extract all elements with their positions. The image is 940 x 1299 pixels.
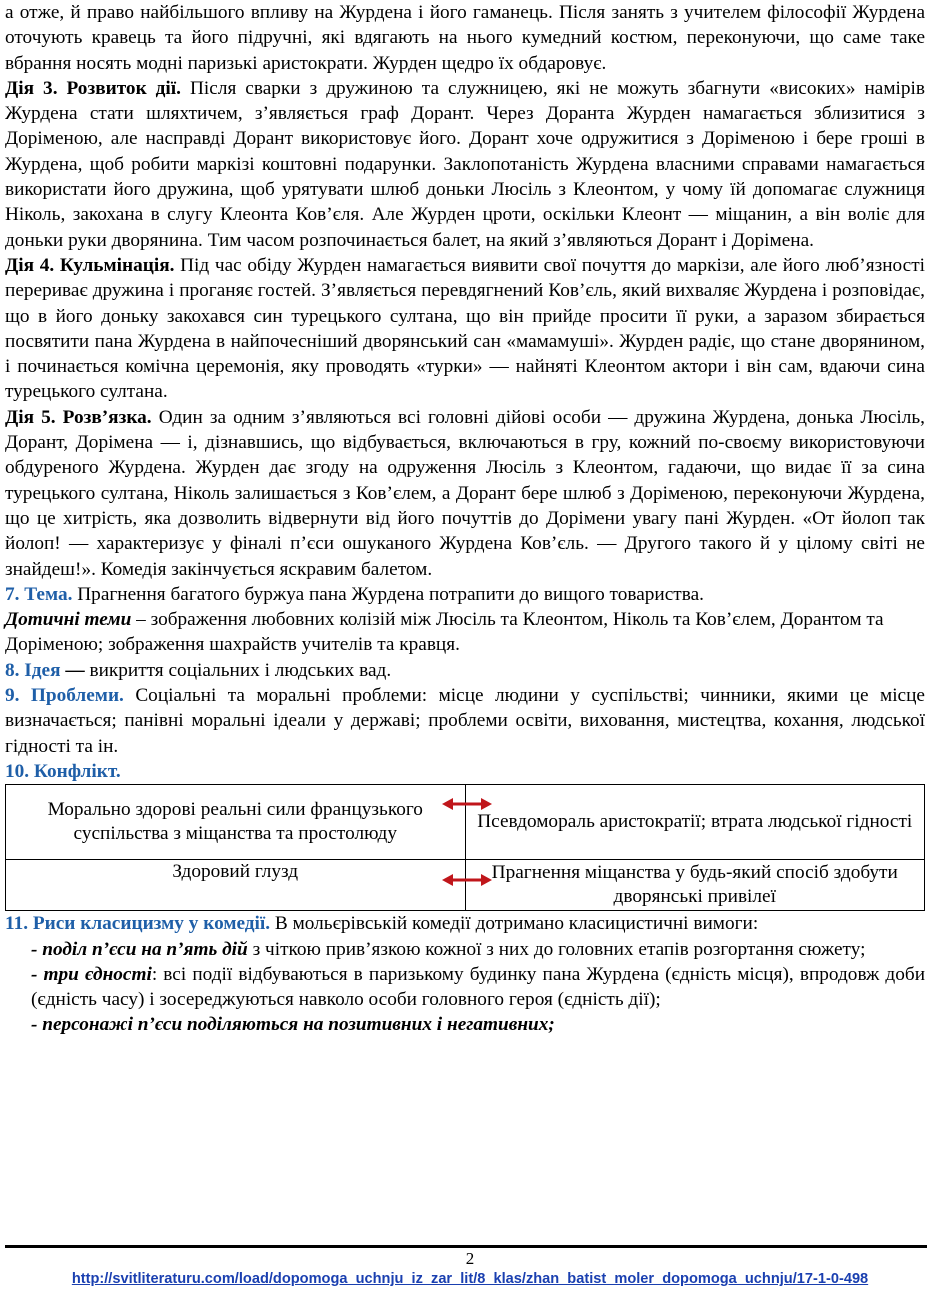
classicism-heading: 11. Риси класицизму у комедії. [5, 913, 271, 935]
conflict-left-cell: Здоровий глузд [6, 860, 466, 911]
paragraph-problems [5, 683, 925, 759]
idea-dash: — [60, 659, 85, 681]
theme-text: Прагнення багатого буржуа пана Журдена потрапити до вищого товариства. [72, 583, 704, 605]
idea-heading: 8. Ідея [5, 659, 61, 681]
paragraph-act4 [5, 253, 925, 405]
classicism-text: В мольєрівській комедії дотримано класицистичні вимоги: [270, 913, 759, 935]
paragraph-intro: а отже, й право найбільшого впливу на Журдена і його гаманець. Після занять з учителем філософії Журдена оточують кравець та його підручні, які вдягають на нього кумедний костюм, переконуючи, що саме таке вбрання носять модні паризькі аристократи. Журден щедро їх обдаровує. [5, 2, 925, 74]
conflict-right-cell: Псевдомораль аристократії; втрата людської гідності [465, 785, 925, 860]
related-heading: Дотичні теми [5, 609, 132, 631]
problems-heading: 9. Проблеми. [5, 685, 124, 707]
double-arrow-icon [442, 872, 492, 888]
double-arrow-icon [442, 796, 492, 812]
paragraph-idea [5, 658, 925, 683]
act4-text: Під час обіду Журден намагається виявити свої почуття до маркізи, але його люб’язності перериває дружина і проганяє гостей. З’являється перевдягнений Ков’єль, який вихваляє Журдена і розповідає, що в його доньку закохався син турецького султана, що він прийде просити її руки, а заразом збирається посвятити пана Журдена в найпочесніший дворянський сан «мамамуші». Журден радіє, що стане дворянином, і починається комічна церемонія, яку проводять «турки» — найняті Клеонтом актори і він сам, вдаючи сина турецького султана. [5, 254, 925, 403]
conflict-right-cell: Прагнення міщанства у будь-який спосіб здобути дворянські привілеї [465, 860, 925, 911]
act3-heading: Дія 3. Розвиток дії. [5, 77, 181, 99]
page-number: 2 [465, 1249, 475, 1268]
act4-heading: Дія 4. Кульмінація. [5, 254, 175, 276]
paragraph-classicism [5, 911, 925, 936]
act3-text: Після сварки з дружиною та служницею, які не можуть збагнути «високих» намірів Журдена стати шляхтичем, з’являється граф Дорант. Через Доранта Журден намагається зблизитися з Доріменою, але насправді Дорант використовує його. Дорант хоче одружитися з Доріменою і бере гроші в Журдена, щоб робити маркізі коштовні подарунки. Заклопотаність Журдена власними справами намагається використати його дружина, щоб урятувати шлюб доньки Люсіль з Клеонтом, у чому їй допомагає служниця Ніколь, закохана в слугу Клеонта Ков’єля. Але Журден цроти, оскільки Клеонт — міщанин, а він воліє для доньки руки дворянина. Тим часом розпочинається балет, на який з’являються Дорант і Доріменa. [5, 77, 925, 251]
act5-heading: Дія 5. Розв’язка. [5, 406, 152, 428]
related-text: – зображення любовних колізій між Люсіль та Клеонтом, Ніколь та Ков’єлем, Дорантом та Доріменою; зображення шахрайств учителів та кравця. [5, 609, 884, 656]
paragraph-act5 [5, 405, 925, 582]
list-item: - три єдності: всі події відбуваються в паризькому будинку пана Журдена (єдність місця), впродовж доби (єдність часу) і зосереджуються навколо особи головного героя (єдність дії); [31, 963, 926, 1011]
conflict-heading: 10. Конфлікт. [5, 760, 121, 782]
paragraph-theme [5, 582, 925, 607]
idea-text: викриття соціальних і людських вад. [84, 659, 392, 681]
problems-text: Соціальні та моральні проблеми: місце людини у суспільстві; чинники, якими це місце визначається; панівні моральні ідеали у державі; проблеми освіти, виховання, мистецтва, кохання, людської гідності та ін. [5, 685, 925, 757]
conflict-left-cell: Морально здорові реальні сили французького суспільства з міщанства та простолюду [6, 785, 466, 860]
footer-divider [5, 1245, 927, 1248]
act5-text: Один за одним з’являються всі головні дійові особи — дружина Журдена, донька Люсіль, Дорант, Доріменa — і, дізнавшись, що відбувається, включаються в гру, кожний по-своєму використовуючи обдуреного Журдена. Журден дає згоду на одруження Люсіль з Клеонтом, гадаючи, що видає її за сина турецького султана, Ніколь залишається з Ков’єлем, а Дорант бере шлюб з Доріменою, переконуючи Журдена, що це хитрість, яка дозволить відвернути від його почуттів до Дорімени увагу пані Журден. «От йолоп так йолоп! — характеризує у фіналі п’єси ошуканого Журдена Ков’єль. — Другого такого й у цілому світі не знайдеш!». Комедія закінчується яскравим балетом. [5, 406, 925, 580]
source-link[interactable]: http://svitliteraturu.com/load/dopomoga_uchnju_iz_zar_lit/8_klas/zhan_batist_moler_dopomoga_uchnju/17-1-0-498 [71, 1271, 869, 1287]
paragraph-act3 [5, 76, 925, 253]
theme-heading: 7. Тема. [5, 583, 73, 605]
list-item: - поділ п’єси на п’ять дій з чіткою прив’язкою кожної з них до головних етапів розгортання сюжету; [31, 938, 866, 960]
document-page [5, 0, 925, 1038]
conflict-table-wrap [5, 784, 925, 911]
paragraph-related-themes [5, 607, 925, 658]
list-item: - персонажі п’єси поділяються на позитивних і негативних; [31, 1014, 555, 1036]
